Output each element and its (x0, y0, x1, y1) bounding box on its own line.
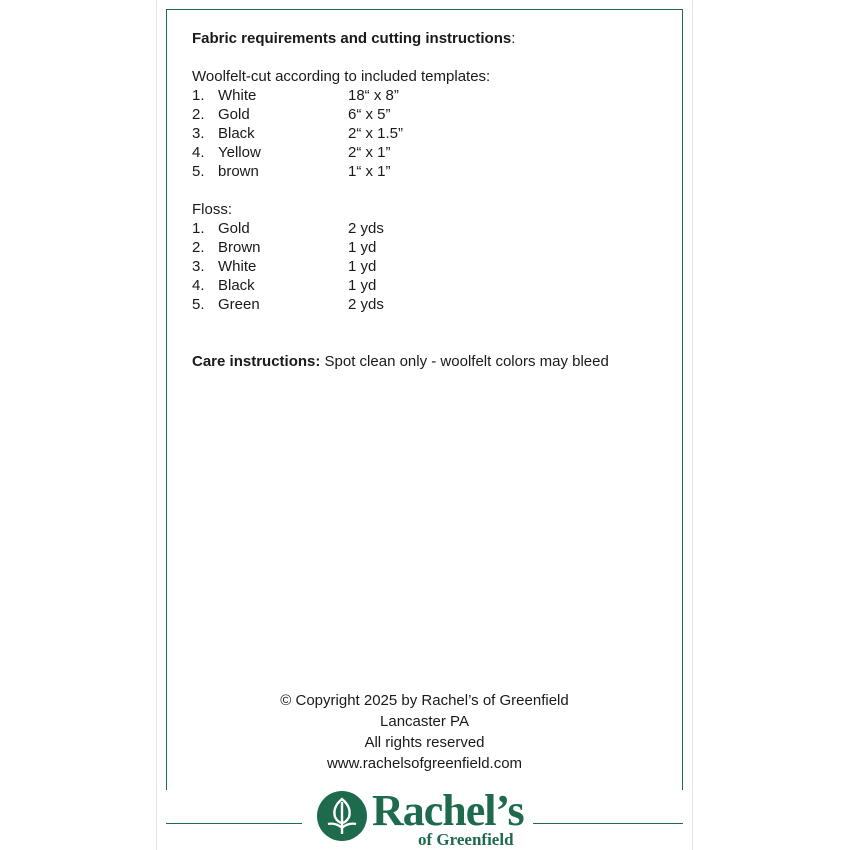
list-item (192, 124, 662, 143)
item-amount: 1 yd (348, 258, 377, 275)
item-color: Gold (218, 220, 250, 237)
item-color: Brown (218, 239, 261, 256)
item-number: 3. (192, 258, 205, 275)
spacer (192, 314, 662, 352)
item-amount: 1 yd (348, 277, 377, 294)
copyright-footer (166, 690, 683, 774)
copyright-line: © Copyright 2025 by Rachel’s of Greenfield (280, 692, 569, 709)
item-size: 18“ x 8” (348, 87, 399, 104)
item-color: White (218, 258, 257, 275)
fabric-heading (192, 29, 662, 48)
list-item (192, 276, 662, 295)
item-size: 2“ x 1.5” (348, 125, 404, 142)
logo-divider-left (166, 823, 302, 824)
floss-list (192, 219, 662, 314)
location-line: Lancaster PA (380, 713, 469, 730)
item-number: 1. (192, 87, 205, 104)
item-size: 2“ x 1” (348, 144, 391, 161)
spacer (192, 181, 662, 200)
logo-wordmark: Rachel’s (372, 786, 524, 835)
item-number: 5. (192, 296, 205, 313)
list-item (192, 257, 662, 276)
list-item (192, 162, 662, 181)
item-number: 2. (192, 239, 205, 256)
logo-divider-right (533, 823, 683, 824)
list-item (192, 238, 662, 257)
fabric-heading-title: Fabric requirements and cutting instructions (192, 30, 512, 47)
fabric-heading-colon: : (511, 30, 516, 47)
care-instructions (192, 352, 662, 371)
list-item (192, 295, 662, 314)
item-color: White (218, 87, 257, 104)
item-amount: 1 yd (348, 239, 377, 256)
item-size: 1“ x 1” (348, 163, 391, 180)
item-number: 4. (192, 144, 205, 161)
instructions-content (192, 29, 662, 371)
item-color: Black (218, 277, 255, 294)
item-color: Green (218, 296, 260, 313)
item-number: 2. (192, 106, 205, 123)
item-number: 1. (192, 220, 205, 237)
woolfelt-list (192, 86, 662, 181)
tulip-circle-icon (316, 790, 368, 842)
logo-subtitle: of Greenfield (418, 830, 514, 849)
woolfelt-title: Woolfelt-cut according to included templates: (192, 68, 491, 85)
item-number: 3. (192, 125, 205, 142)
website-link[interactable]: www.rachelsofgreenfield.com (326, 755, 523, 772)
list-item (192, 86, 662, 105)
care-label: Care instructions: (192, 353, 321, 370)
item-color: Black (218, 125, 255, 142)
item-amount: 2 yds (348, 220, 384, 237)
rights-line: All rights reserved (364, 734, 485, 751)
item-color: Gold (218, 106, 250, 123)
item-color: Yellow (218, 144, 261, 161)
list-item (192, 219, 662, 238)
brand-logo (166, 786, 683, 850)
floss-title: Floss: (192, 201, 233, 218)
list-item (192, 105, 662, 124)
care-text: Spot clean only - woolfelt colors may bleed (320, 353, 609, 370)
item-size: 6“ x 5” (348, 106, 391, 123)
item-number: 5. (192, 163, 205, 180)
list-item (192, 143, 662, 162)
item-number: 4. (192, 277, 205, 294)
item-color: brown (218, 163, 259, 180)
item-amount: 2 yds (348, 296, 384, 313)
